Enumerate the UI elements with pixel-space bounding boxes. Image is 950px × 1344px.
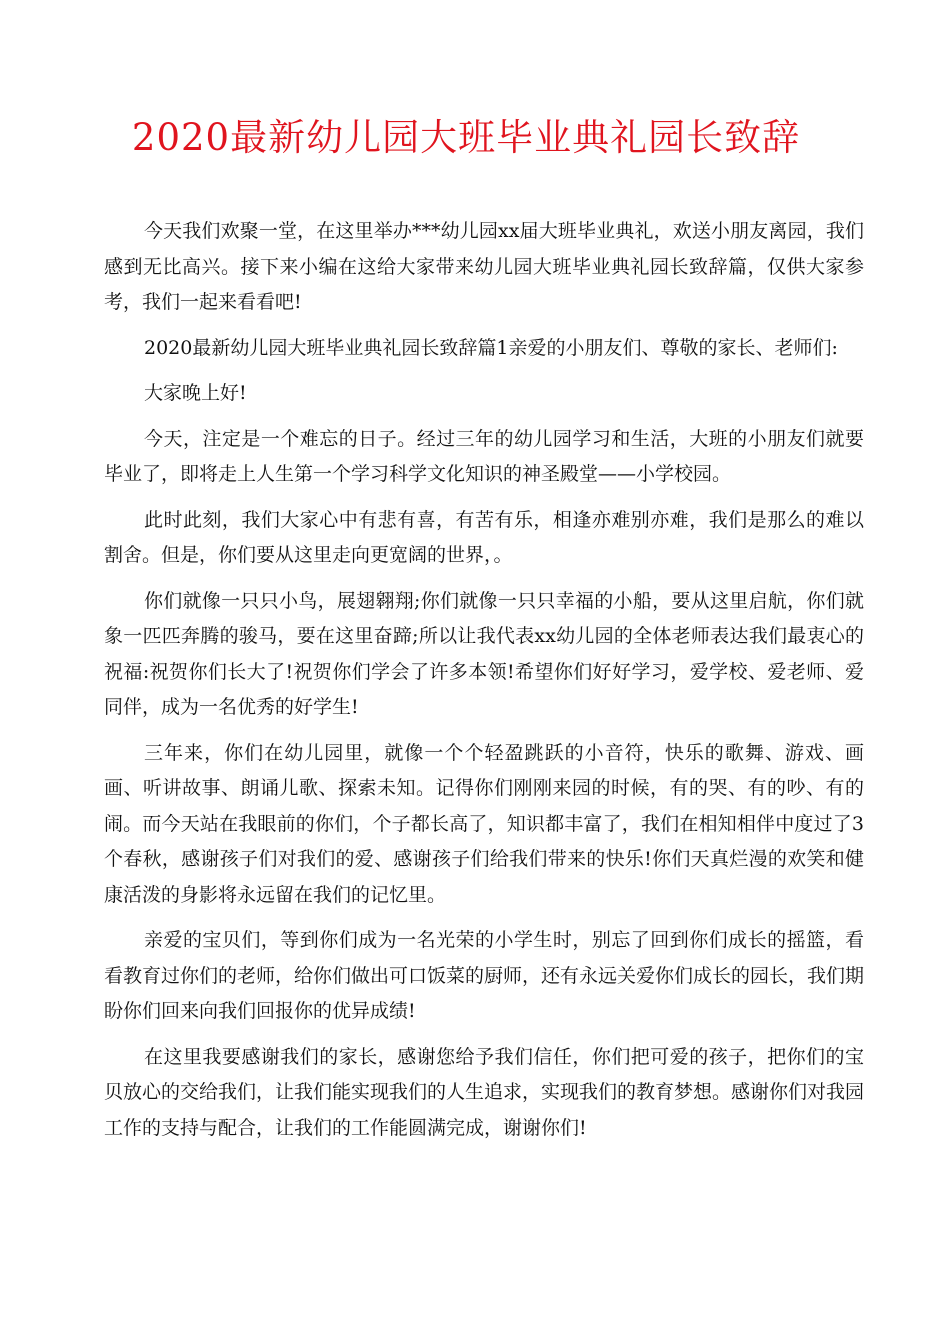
body-paragraph: 你们就像一只只小鸟，展翅翱翔;你们就像一只只幸福的小船，要从这里启航，你们就象一匹匹奔腾的骏马，要在这里奋蹄;所以让我代表xx幼儿园的全体老师表达我们最衷心的祝福:祝贺你们长大了!祝贺你们学会了许多本领!希望你们好好学习，爱学校、爱老师、爱同伴，成为一名优秀的好学生! — [104, 589, 864, 718]
intro-paragraph: 今天我们欢聚一堂，在这里举办***幼儿园xx届大班毕业典礼，欢送小朋友离园，我们感到无比高兴。接下来小编在这给大家带来幼儿园大班毕业典礼园长致辞篇，仅供大家参考，我们一起来看看吧! — [104, 220, 864, 313]
body-paragraph: 亲爱的宝贝们，等到你们成为一名光荣的小学生时，别忘了回到你们成长的摇篮，看看教育过你们的老师，给你们做出可口饭菜的厨师，还有永远关爱你们成长的园长，我们期盼你们回来向我们回报你的优异成绩! — [104, 929, 865, 1022]
body-paragraph: 三年来，你们在幼儿园里，就像一个个轻盈跳跃的小音符，快乐的歌舞、游戏、画画、听讲故事、朗诵儿歌、探索未知。记得你们刚刚来园的时候，有的哭、有的吵、有的闹。而今天站在我眼前的你们，个子都长高了，知识都丰富了，我们在相知相伴中度过了3个春秋，感谢孩子们对我们的爱、感谢孩子们给我们带来的快乐!你们天真烂漫的欢笑和健康活泼的身影将永远留在我们的记忆里。 — [104, 741, 864, 906]
document-body — [104, 214, 864, 1156]
greeting-paragraph: 大家晚上好! — [144, 382, 247, 404]
document-title: 2020最新幼儿园大班毕业典礼园长致辞 — [131, 116, 801, 159]
speech-heading-paragraph: 2020最新幼儿园大班毕业典礼园长致辞篇1亲爱的小朋友们、尊敬的家长、老师们: — [144, 336, 838, 359]
body-paragraph: 今天，注定是一个难忘的日子。经过三年的幼儿园学习和生活，大班的小朋友们就要毕业了，即将走上人生第一个学习科学文化知识的神圣殿堂——小学校园。 — [104, 427, 864, 485]
closing-paragraph: 在这里我要感谢我们的家长，感谢您给予我们信任，你们把可爱的孩子，把你们的宝贝放心的交给我们，让我们能实现我们的人生追求，实现我们的教育梦想。感谢你们对我园工作的支持与配合，让我们的工作能圆满完成，谢谢你们! — [104, 1045, 865, 1139]
body-paragraph: 此时此刻，我们大家心中有悲有喜，有苦有乐，相逢亦难别亦难，我们是那么的难以割舍。但是，你们要从这里走向更宽阔的世界，。 — [104, 508, 864, 566]
